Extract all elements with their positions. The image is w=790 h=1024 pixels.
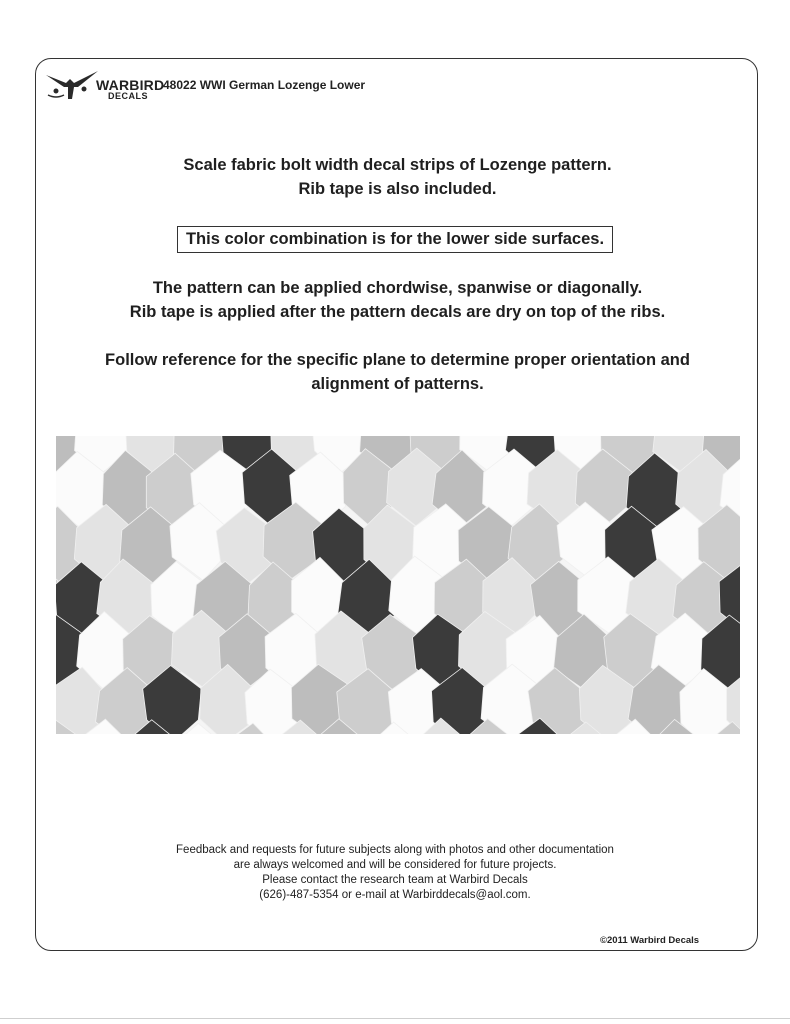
- copyright: ©2011 Warbird Decals: [600, 935, 700, 946]
- application-text: [40, 276, 755, 324]
- lozenge-pattern-image: [56, 436, 740, 734]
- lozenge-pattern-sample: [56, 436, 740, 734]
- notice-wrap: [0, 226, 790, 253]
- plane-icon: [44, 65, 100, 103]
- footer-text: [90, 843, 700, 903]
- application-line-1: The pattern can be applied chordwise, spanwise or diagonally.: [152, 279, 643, 297]
- intro-line-2: Rib tape is also included.: [298, 180, 497, 198]
- footer-line-1: Feedback and requests for future subjects along with photos and other documentation: [176, 844, 614, 856]
- footer-line-2: are always welcomed and will be considered for future projects.: [233, 859, 557, 871]
- intro-line-1: Scale fabric bolt width decal strips of Lozenge pattern.: [183, 156, 612, 174]
- page-edge: [0, 1018, 790, 1019]
- product-title: 48022 WWI German Lozenge Lower: [163, 78, 366, 92]
- reference-text: [40, 348, 755, 396]
- footer-line-3: Please contact the research team at Warbird Decals: [262, 874, 528, 886]
- application-line-2: Rib tape is applied after the pattern decals are dry on top of the ribs.: [129, 303, 666, 321]
- reference-line-2: alignment of patterns.: [311, 375, 484, 393]
- brand-subname: DECALS: [108, 91, 149, 101]
- brand-name: WARBIRD: [96, 77, 165, 93]
- header: [44, 63, 165, 103]
- reference-line-1: Follow reference for the specific plane to determine proper orientation and: [105, 351, 690, 369]
- footer-line-4: (626)-487-5354 or e-mail at Warbirddecals@aol.com.: [259, 889, 531, 901]
- warbird-logo: [44, 63, 165, 103]
- lower-surface-notice: This color combination is for the lower side surfaces.: [177, 226, 613, 253]
- intro-text: [60, 153, 735, 201]
